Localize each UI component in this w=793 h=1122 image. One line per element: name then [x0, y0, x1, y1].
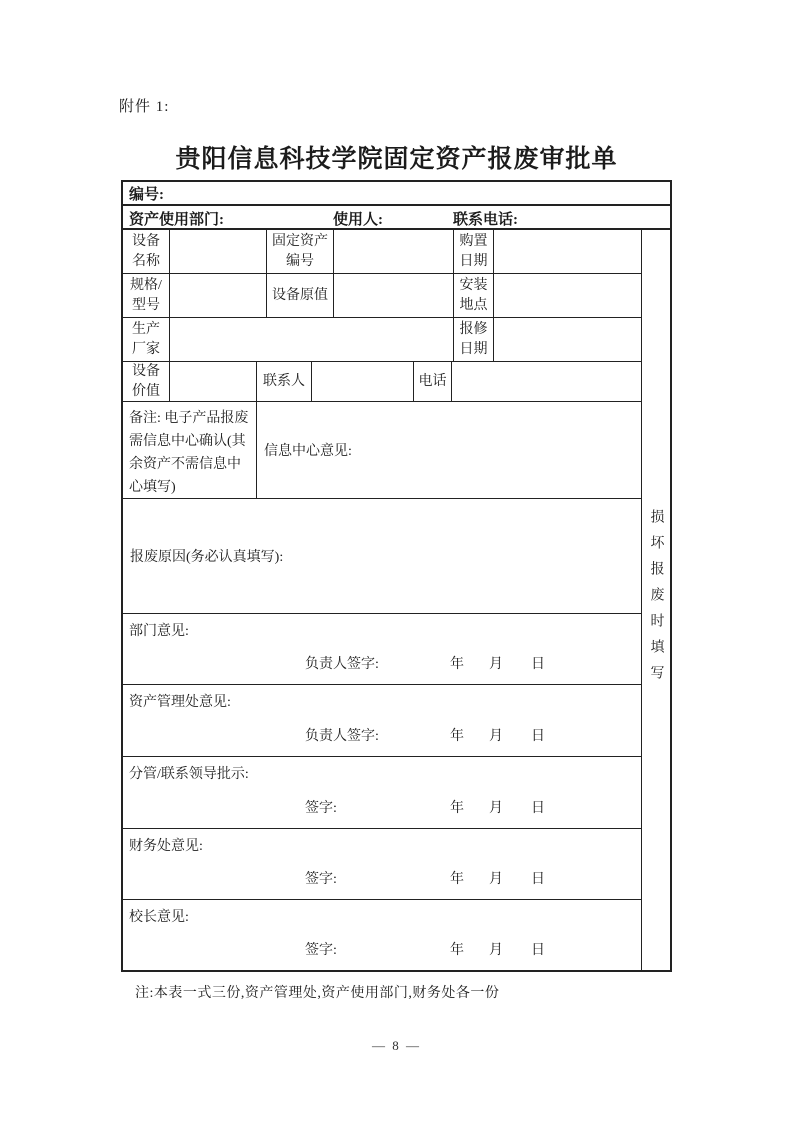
asset-number-value-cell — [334, 230, 454, 273]
leader-instruction-row — [123, 757, 641, 829]
day-label: 日 — [531, 943, 545, 958]
month-label: 月 — [489, 801, 503, 816]
install-location-value-cell — [494, 274, 641, 317]
device-name-value-cell — [170, 230, 267, 273]
finance-opinion-cell — [123, 829, 641, 899]
signature-label: 签字: — [305, 872, 337, 887]
page-title: 贵阳信息科技学院固定资产报废审批单 — [175, 146, 618, 173]
year-label: 年 — [450, 872, 464, 887]
department-opinion-row — [123, 614, 641, 685]
month-label: 月 — [489, 657, 503, 672]
asset-usage-department-label: 资产使用部门: — [129, 212, 224, 228]
device-value-value-cell — [170, 362, 257, 401]
asset-mgmt-opinion-row — [123, 685, 641, 757]
footnote: 注:本表一式三份,资产管理处,资产使用部门,财务处各一份 — [135, 986, 500, 1001]
spec-model-row — [123, 274, 641, 318]
device-value-row — [123, 362, 641, 402]
manufacturer-value-cell — [170, 318, 454, 361]
signature-label: 签字: — [305, 943, 337, 958]
install-location-label: 安装地点 — [454, 274, 494, 317]
day-label: 日 — [531, 657, 545, 672]
side-note-cell — [641, 230, 670, 970]
approval-form-table — [121, 180, 672, 972]
month-label: 月 — [489, 729, 503, 744]
scrap-reason-row — [123, 499, 641, 614]
device-value-label: 设备价值 — [123, 362, 170, 401]
device-name-label: 设备名称 — [123, 230, 170, 273]
manufacturer-row — [123, 318, 641, 362]
asset-mgmt-opinion-label: 资产管理处意见: — [129, 695, 231, 710]
repair-date-label: 报修日期 — [454, 318, 494, 361]
responsible-signature-label: 负责人签字: — [305, 657, 379, 672]
responsible-signature-label: 负责人签字: — [305, 729, 379, 744]
signature-label: 签字: — [305, 801, 337, 816]
year-label: 年 — [450, 943, 464, 958]
form-body-left — [123, 230, 641, 970]
contact-person-value-cell — [312, 362, 414, 401]
president-opinion-label: 校长意见: — [129, 910, 189, 925]
spec-model-label: 规格/型号 — [123, 274, 170, 317]
department-opinion-label: 部门意见: — [129, 624, 189, 639]
serial-number-label: 编号: — [129, 186, 164, 203]
side-note-vertical-text: 损坏报废时填写 — [648, 509, 664, 691]
page-number: — 8 — — [372, 1038, 421, 1053]
serial-number-row — [123, 182, 670, 206]
year-label: 年 — [450, 657, 464, 672]
asset-number-label: 固定资产编号 — [267, 230, 334, 273]
day-label: 日 — [531, 872, 545, 887]
device-name-row — [123, 230, 641, 274]
contact-person-label: 联系人 — [257, 362, 312, 401]
asset-mgmt-opinion-cell — [123, 685, 641, 756]
purchase-date-value-cell — [494, 230, 641, 273]
original-value-label: 设备原值 — [267, 274, 334, 317]
user-label: 使用人: — [333, 212, 383, 228]
year-label: 年 — [450, 729, 464, 744]
president-opinion-row — [123, 900, 641, 970]
department-opinion-cell — [123, 614, 641, 684]
info-center-opinion-cell — [257, 402, 641, 498]
remark-text: 备注: 电子产品报废需信息中心确认(其余资产不需信息中心填写) — [123, 402, 257, 498]
scrap-reason-cell — [123, 499, 641, 613]
attachment-label: 附件 1: — [119, 99, 170, 115]
day-label: 日 — [531, 729, 545, 744]
original-value-value-cell — [334, 274, 454, 317]
remark-row — [123, 402, 641, 499]
repair-date-value-cell — [494, 318, 641, 361]
info-center-opinion-label: 信息中心意见: — [264, 444, 352, 459]
leader-instruction-label: 分管/联系领导批示: — [129, 767, 249, 782]
form-body — [123, 230, 670, 970]
president-opinion-cell — [123, 900, 641, 970]
finance-opinion-label: 财务处意见: — [129, 839, 203, 854]
year-label: 年 — [450, 801, 464, 816]
scrap-reason-label: 报废原因(务必认真填写): — [130, 550, 284, 565]
month-label: 月 — [489, 943, 503, 958]
leader-instruction-cell — [123, 757, 641, 828]
finance-opinion-row — [123, 829, 641, 900]
usage-header-row — [123, 206, 670, 230]
purchase-date-label: 购置日期 — [454, 230, 494, 273]
phone-label: 电话 — [414, 362, 452, 401]
manufacturer-label: 生产厂家 — [123, 318, 170, 361]
phone-value-cell — [452, 362, 641, 401]
month-label: 月 — [489, 872, 503, 887]
day-label: 日 — [531, 801, 545, 816]
spec-model-value-cell — [170, 274, 267, 317]
contact-phone-label: 联系电话: — [453, 212, 518, 228]
